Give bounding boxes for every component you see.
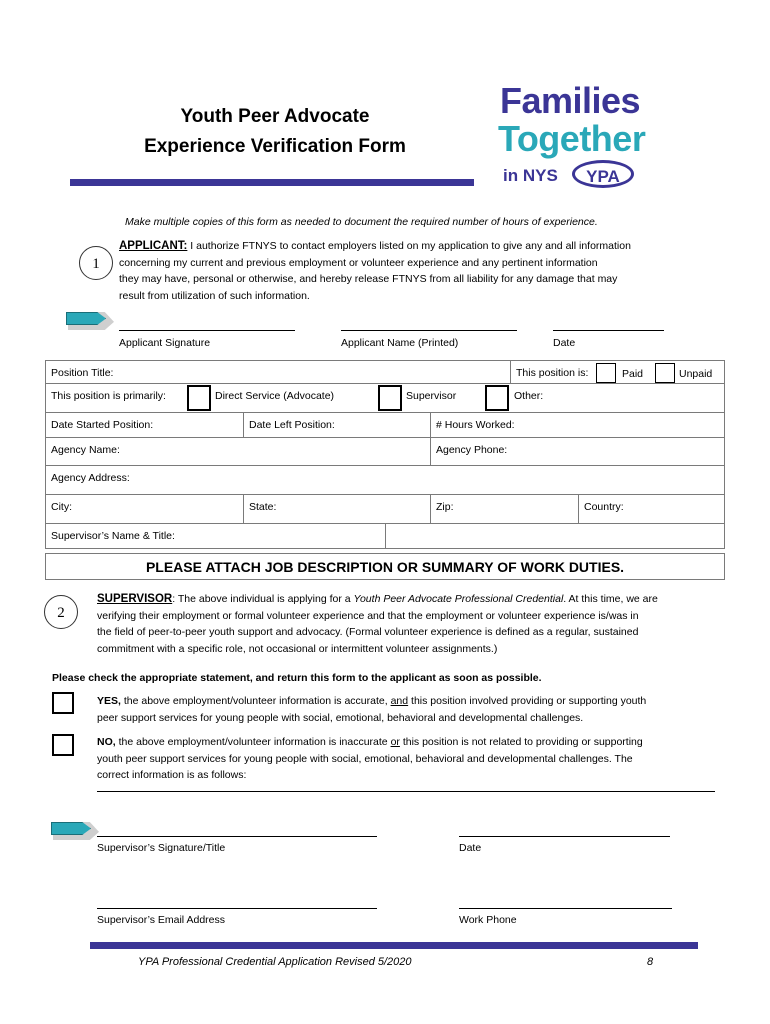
applicant-date-line[interactable]: [553, 329, 664, 331]
supervisor-checkbox[interactable]: [378, 385, 402, 411]
check-instruction: Please check the appropriate statement, and return this form to the applicant as soon as possible.: [52, 672, 542, 684]
work-phone-label: Work Phone: [459, 914, 517, 926]
applicant-name-line[interactable]: [341, 329, 517, 331]
zip-field[interactable]: [430, 494, 579, 524]
no-statement: [97, 734, 727, 784]
yes-statement: [97, 693, 727, 726]
agency-name-label: Agency Name:: [51, 444, 120, 456]
yes-underline: and: [390, 695, 409, 707]
city-field[interactable]: [45, 494, 244, 524]
no-underline: or: [390, 736, 400, 748]
section-2-number: 2: [44, 595, 78, 629]
supervisor-text-line2: verifying their employment or formal volunteer experience and that the employment or volunteer experience is/was in: [97, 609, 639, 622]
country-label: Country:: [584, 501, 624, 513]
applicant-signature-line[interactable]: [119, 329, 295, 331]
date-left-label: Date Left Position:: [249, 419, 335, 431]
applicant-authorization: [119, 238, 719, 304]
attach-job-description-banner: PLEASE ATTACH JOB DESCRIPTION OR SUMMARY OF WORK DUTIES.: [45, 553, 725, 580]
supervisor-text-line3: the field of peer-to-peer youth support and advocacy. (Formal volunteer experience is defined as a regular, sustained: [97, 626, 639, 638]
supervisor-text-a: : The above individual is applying for a: [172, 593, 354, 605]
supervisor-name-extra[interactable]: [385, 523, 725, 549]
logo-in-nys: in NYS: [503, 166, 558, 185]
supervisor-text-b: . At this time, we are: [563, 593, 658, 605]
supervisor-signature-line[interactable]: [97, 835, 377, 837]
supervisor-name-field[interactable]: [45, 523, 386, 549]
paid-label: Paid: [622, 368, 644, 380]
state-field[interactable]: [243, 494, 431, 524]
supervisor-signature-label: Supervisor’s Signature/Title: [97, 842, 226, 854]
page-number: 8: [647, 956, 654, 968]
yes-text-a: the above employment/volunteer information is accurate,: [120, 695, 391, 707]
agency-address-label: Agency Address:: [51, 472, 130, 484]
agency-name-field[interactable]: [45, 437, 431, 466]
hours-worked-field[interactable]: [430, 412, 725, 438]
instruction-text: Make multiple copies of this form as needed to document the required number of hours of experience.: [125, 216, 598, 228]
supervisor-label: Supervisor: [406, 390, 457, 402]
work-phone-line[interactable]: [459, 907, 672, 909]
applicant-text-line1: I authorize FTNYS to contact employers listed on my application to give any and all information: [187, 240, 631, 252]
applicant-heading: APPLICANT:: [119, 240, 188, 252]
yes-line2: peer support services for young people with social, emotional, behavioral and developmental challenges.: [97, 711, 584, 724]
zip-label: Zip:: [436, 501, 454, 513]
supervisor-text-italic: Youth Peer Advocate Professional Credential: [353, 593, 564, 605]
footer-text: YPA Professional Credential Application Revised 5/2020: [138, 956, 412, 968]
logo-families: Families: [500, 80, 641, 121]
no-checkbox[interactable]: [52, 734, 74, 756]
applicant-text-line3: they may have, personal or otherwise, and hereby release FTNYS from all liability for any damage that may: [119, 273, 618, 285]
supervisor-name-label: Supervisor’s Name & Title:: [51, 530, 175, 542]
country-field[interactable]: [578, 494, 725, 524]
supervisor-email-line[interactable]: [97, 907, 377, 909]
no-line2: youth peer support services for young people with social, emotional, behavioral and developmental challenges. The: [97, 752, 633, 765]
applicant-text-line4: result from utilization of such information.: [119, 289, 310, 302]
unpaid-checkbox[interactable]: [655, 363, 675, 383]
other-checkbox[interactable]: [485, 385, 509, 411]
supervisor-text-line4: commitment with a specific role, not occasional or intermittent volunteer assignments.): [97, 642, 498, 655]
title-underline-bar: [70, 179, 474, 186]
applicant-name-label: Applicant Name (Printed): [341, 337, 459, 349]
this-position-is-label: This position is:: [516, 367, 589, 379]
supervisor-heading: SUPERVISOR: [97, 593, 173, 605]
applicant-date-label: Date: [553, 337, 576, 349]
state-label: State:: [249, 501, 277, 513]
supervisor-date-line[interactable]: [459, 835, 670, 837]
yes-bold: YES,: [97, 695, 121, 707]
correct-information-line[interactable]: [97, 790, 715, 792]
hours-worked-label: # Hours Worked:: [436, 419, 515, 431]
date-started-field[interactable]: [45, 412, 244, 438]
logo-together: Together: [498, 118, 646, 159]
no-text-b: this position is not related to providing or supporting: [399, 736, 643, 748]
date-left-field[interactable]: [243, 412, 431, 438]
agency-phone-label: Agency Phone:: [436, 444, 508, 456]
direct-service-checkbox[interactable]: [187, 385, 211, 411]
no-text-a: the above employment/volunteer information is inaccurate: [115, 736, 391, 748]
no-bold: NO,: [97, 736, 116, 748]
yes-text-b: this position involved providing or supporting youth: [408, 695, 647, 707]
date-started-label: Date Started Position:: [51, 419, 154, 431]
form-title-line2: Experience Verification Form: [144, 136, 406, 157]
unpaid-label: Unpaid: [679, 368, 713, 380]
paid-checkbox[interactable]: [596, 363, 616, 383]
agency-address-field[interactable]: [45, 465, 725, 495]
footer-bar: [90, 942, 698, 949]
agency-phone-field[interactable]: [430, 437, 725, 466]
form-title-line1: Youth Peer Advocate: [180, 106, 370, 127]
section-1-number: 1: [79, 246, 113, 280]
position-title-label: Position Title:: [51, 367, 114, 379]
applicant-signature-label: Applicant Signature: [119, 337, 211, 349]
city-label: City:: [51, 501, 72, 513]
supervisor-email-label: Supervisor’s Email Address: [97, 914, 225, 926]
other-label: Other:: [514, 390, 544, 402]
yes-checkbox[interactable]: [52, 692, 74, 714]
applicant-text-line2: concerning my current and previous employment or volunteer experience and any pertinent information: [119, 256, 598, 269]
supervisor-date-label: Date: [459, 842, 482, 854]
supervisor-statement: [97, 591, 727, 657]
position-title-field[interactable]: [45, 360, 511, 384]
logo-ypa-oval: YPA: [572, 160, 634, 188]
direct-service-label: Direct Service (Advocate): [215, 390, 335, 402]
no-line3: correct information is as follows:: [97, 769, 247, 781]
primarily-label: This position is primarily:: [51, 390, 166, 402]
